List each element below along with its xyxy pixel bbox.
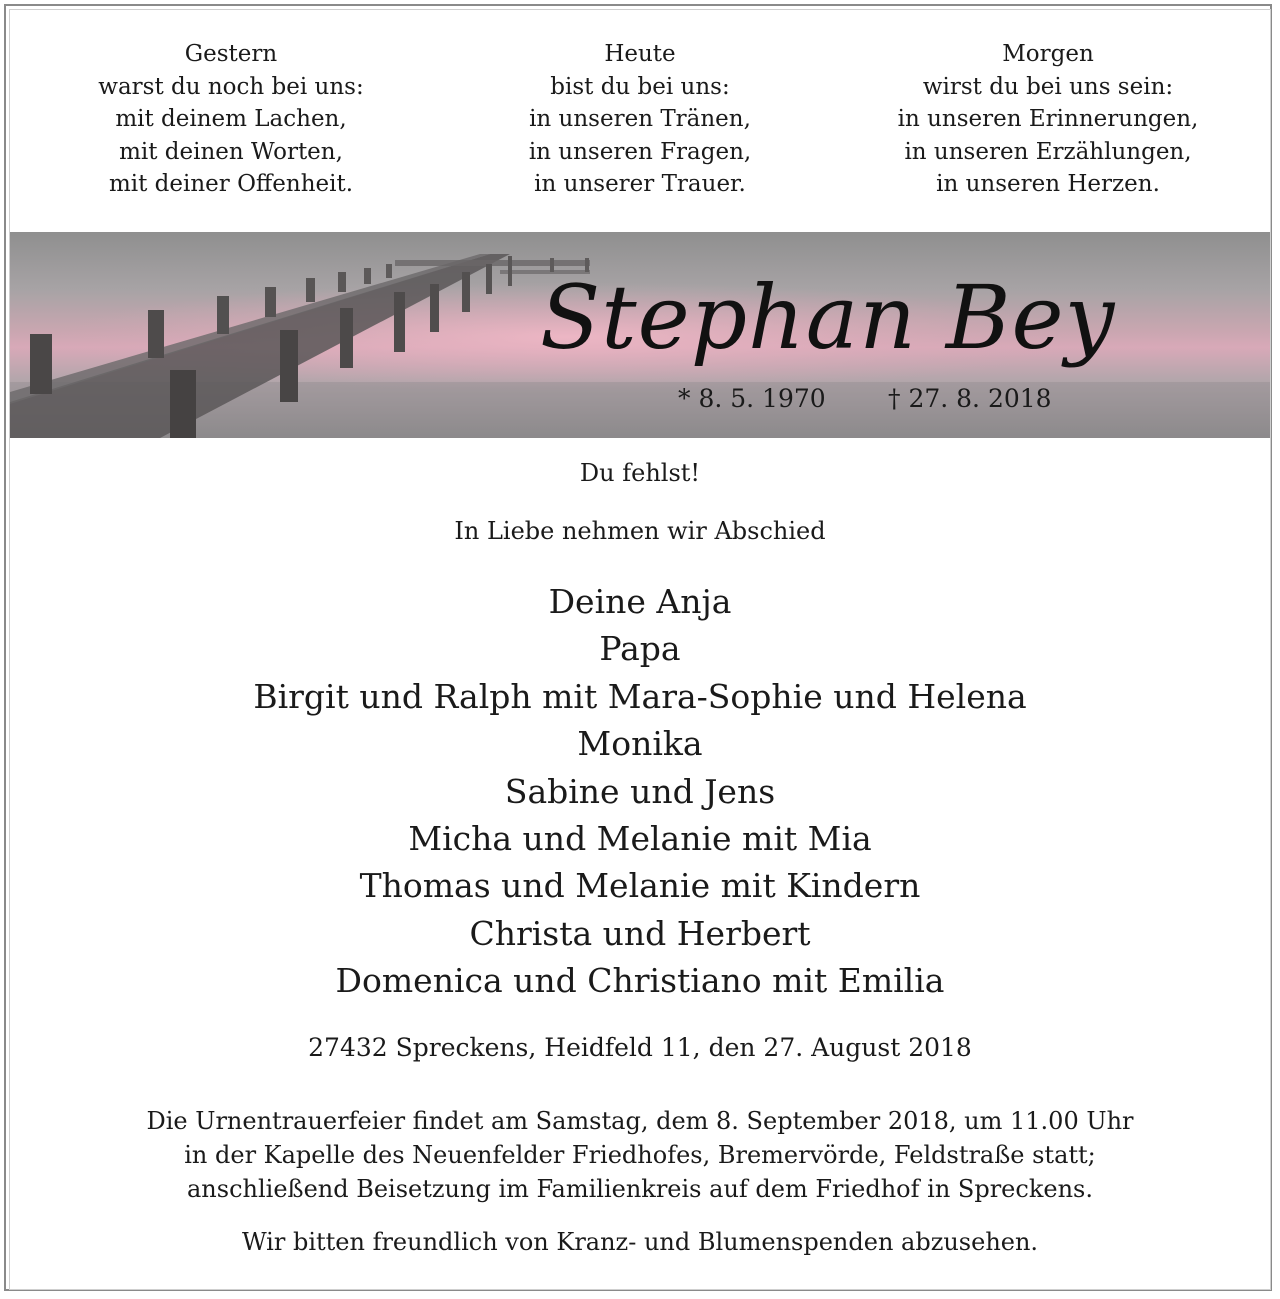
birth-date: * 8. 5. 1970 — [678, 384, 826, 413]
poem-line: warst du noch bei uns: — [98, 73, 364, 100]
family-member: Sabine und Jens — [504, 771, 776, 811]
family-member: Monika — [577, 724, 703, 764]
poem-line: mit deinen Worten, — [119, 138, 343, 165]
poem-line: in unseren Tränen, — [529, 106, 751, 132]
poem-line: in unseren Erzählungen, — [904, 138, 1192, 165]
donation-note: Wir bitten freundlich von Kranz- und Blumenspenden abzusehen. — [241, 1228, 1039, 1256]
poem-column-tomorrow — [848, 38, 1248, 201]
ceremony-line: Die Urnentrauerfeier findet am Samstag, dem 8. September 2018, um 11.00 Uhr — [146, 1107, 1134, 1135]
family-member: Thomas und Melanie mit Kindern — [359, 866, 921, 906]
poem-line: bist du bei uns: — [550, 73, 730, 100]
family-member: Birgit und Ralph mit Mara-Sophie und Helena — [253, 676, 1027, 716]
poem-line: wirst du bei uns sein: — [922, 73, 1174, 100]
poem-line: mit deiner Offenheit. — [108, 171, 354, 197]
family-member: Deine Anja — [548, 582, 732, 621]
ceremony-info — [0, 1104, 1280, 1206]
poem-line: Gestern — [184, 41, 278, 67]
ceremony-line: anschließend Beisetzung im Familienkreis auf dem Friedhof in Spreckens. — [187, 1175, 1093, 1203]
poem-line: Heute — [604, 41, 676, 67]
poem-line: mit deinem Lachen, — [115, 106, 347, 132]
death-date: † 27. 8. 2018 — [888, 384, 1052, 413]
family-list — [0, 578, 1280, 1005]
poem-column-yesterday — [31, 38, 431, 201]
poem-line: in unseren Fragen, — [528, 138, 752, 165]
ceremony-line: in der Kapelle des Neuenfelder Friedhofes, Bremervörde, Feldstraße statt; — [184, 1141, 1096, 1169]
family-member: Domenica und Christiano mit Emilia — [335, 961, 945, 1001]
deceased-name: Stephan Bey — [540, 266, 1116, 369]
poem-line: in unseren Herzen. — [936, 171, 1160, 197]
family-member: Christa und Herbert — [469, 913, 811, 953]
poem-line: Morgen — [1002, 41, 1094, 67]
family-member: Papa — [599, 629, 681, 669]
miss-you-text: Du fehlst! — [579, 459, 701, 487]
farewell-text: In Liebe nehmen wir Abschied — [454, 517, 826, 545]
family-member: Micha und Melanie mit Mia — [408, 819, 872, 859]
poem-line: in unserer Trauer. — [534, 171, 746, 197]
poem-line: in unseren Erinnerungen, — [897, 106, 1199, 132]
place-and-date: 27432 Spreckens, Heidfeld 11, den 27. August 2018 — [308, 1033, 972, 1062]
poem-column-today — [440, 38, 840, 201]
